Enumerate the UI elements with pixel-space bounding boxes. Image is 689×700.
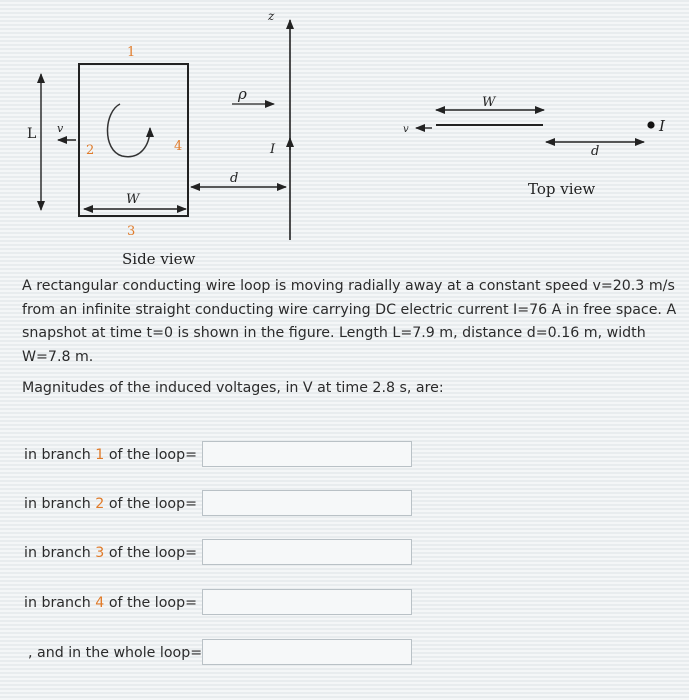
width-label-top: W — [482, 95, 496, 110]
current-label-side: I — [270, 142, 276, 157]
question-prompt: Magnitudes of the induced voltages, in V at time 2.8 s, are: — [22, 380, 444, 396]
branch-label-4: 4 — [174, 139, 183, 154]
answer-row-branch-1 — [0, 441, 689, 471]
branch-1-voltage-input[interactable] — [202, 441, 412, 467]
branch-2-voltage-input[interactable] — [202, 490, 412, 516]
branch-label-2: 2 — [86, 143, 95, 158]
velocity-label-top: v — [403, 124, 409, 135]
z-label: z — [268, 9, 275, 23]
answer-label: , and in the whole loop= — [28, 645, 203, 661]
branch-4-voltage-input[interactable] — [202, 589, 412, 615]
whole-loop-voltage-input[interactable] — [202, 639, 412, 665]
answer-label: in branch 1 of the loop= — [24, 447, 197, 463]
answer-row-branch-4 — [0, 589, 689, 619]
answer-row-whole-loop — [0, 639, 689, 669]
branch-label-3: 3 — [127, 224, 136, 239]
distance-label-side: d — [230, 171, 239, 186]
rho-label: ρ — [238, 85, 247, 103]
branch-3-voltage-input[interactable] — [202, 539, 412, 565]
answer-label: in branch 4 of the loop= — [24, 595, 197, 611]
problem-statement — [22, 275, 682, 369]
answer-label: in branch 2 of the loop= — [24, 496, 197, 512]
side-view-caption: Side view — [122, 250, 196, 268]
branch-label-1: 1 — [127, 45, 136, 60]
length-label: L — [27, 126, 37, 142]
answer-row-branch-3 — [0, 539, 689, 569]
problem-paragraph: A rectangular conducting wire loop is moving radially away at a constant speed v=20.3 m/s from an infinite straight conducting wire carrying DC electric current I=76 A in free space. A snapshot at time t=0 is shown in the figure. Length L=7.9 m, distance d=0.16 m, width W=7.8 m. — [22, 278, 677, 365]
wire-cross-section-dot — [647, 121, 654, 128]
top-view-caption: Top view — [528, 180, 596, 198]
current-label-top: I — [659, 117, 665, 135]
answer-row-branch-2 — [0, 490, 689, 520]
answer-label: in branch 3 of the loop= — [24, 545, 197, 561]
velocity-label-side: v — [57, 122, 64, 135]
width-label-side: W — [126, 192, 140, 207]
circulation-arrow-icon — [108, 104, 151, 157]
distance-label-top: d — [591, 144, 600, 159]
physics-figure — [0, 0, 689, 272]
